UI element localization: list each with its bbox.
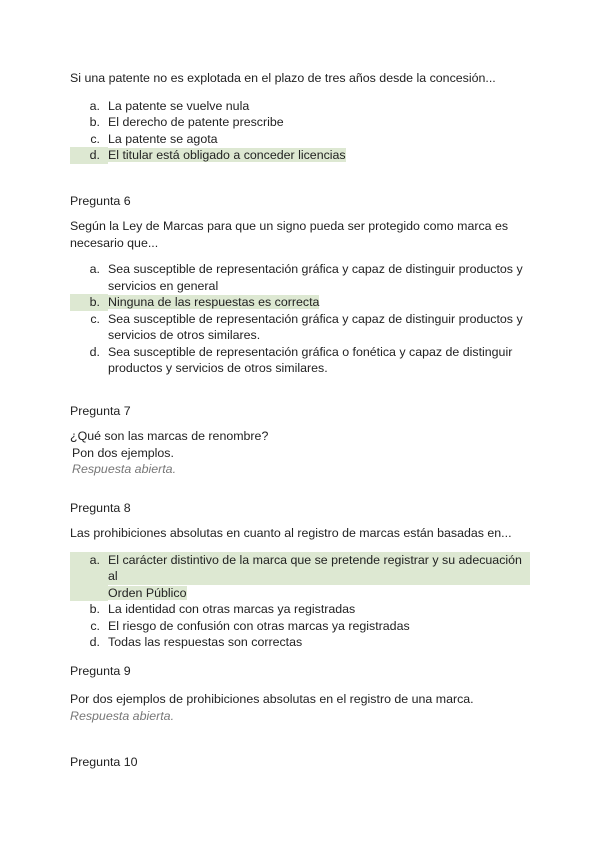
question-6	[70, 193, 530, 377]
option-d	[70, 344, 530, 377]
option-letter: d.	[89, 635, 100, 649]
question-5-text: Si una patente no es explotada en el plazo de tres años desde la concesión...	[70, 71, 496, 85]
question-7-text-line2: Pon dos ejemplos.	[72, 445, 174, 460]
question-8-title: Pregunta 8	[70, 501, 131, 515]
question-7	[70, 403, 530, 478]
question-8-text: Las prohibiciones absolutas en cuanto al registro de marcas están basadas en...	[70, 526, 512, 540]
option-letter: a.	[89, 262, 100, 276]
option-text: Sea susceptible de representación gráfica y capaz de distinguir productos y servicios en general	[108, 262, 523, 293]
option-text: Todas las respuestas son correctas	[108, 635, 303, 649]
option-letter: d.	[89, 344, 100, 359]
option-b-correct	[70, 294, 530, 311]
option-c	[70, 131, 530, 148]
option-a	[70, 98, 530, 115]
option-text-highlighted-line2: Orden Público	[108, 585, 187, 600]
option-letter: a.	[70, 552, 108, 602]
option-text-highlighted: El titular está obligado a conceder licencias	[108, 148, 346, 162]
question-9	[70, 663, 530, 724]
option-a	[70, 261, 530, 294]
option-letter: d.	[70, 147, 108, 164]
question-9-text: Por dos ejemplos de prohibiciones absolutas en el registro de una marca.	[70, 692, 474, 706]
option-d	[70, 634, 530, 651]
option-c	[70, 618, 530, 635]
question-6-options	[70, 261, 530, 377]
option-text: La patente se agota	[108, 131, 218, 146]
option-text: La identidad con otras marcas ya registradas	[108, 602, 356, 616]
option-b	[70, 601, 530, 618]
option-letter: c.	[90, 311, 100, 326]
question-6-title: Pregunta 6	[70, 194, 131, 208]
option-text: La patente se vuelve nula	[108, 98, 250, 113]
question-5	[70, 70, 530, 164]
option-text: Sea susceptible de representación gráfica y capaz de distinguir productos y servicios de otros similares.	[108, 311, 523, 342]
option-b	[70, 114, 530, 131]
option-text-highlighted: Ninguna de las respuestas es correcta	[108, 295, 320, 309]
option-a-correct	[70, 552, 530, 602]
question-8-options	[70, 552, 530, 651]
option-letter: c.	[90, 131, 100, 146]
option-letter: a.	[89, 98, 100, 113]
option-letter: b.	[89, 115, 100, 129]
option-text-highlighted: El carácter distintivo de la marca que se pretende registrar y su adecuación al	[108, 552, 530, 585]
question-10	[70, 754, 530, 770]
question-7-title: Pregunta 7	[70, 404, 131, 418]
open-answer-label: Respuesta abierta.	[72, 462, 177, 476]
question-9-title: Pregunta 9	[70, 664, 131, 678]
option-d-correct	[70, 147, 530, 164]
option-letter: c.	[90, 618, 100, 633]
option-text: Sea susceptible de representación gráfica o fonética y capaz de distinguir productos y servicios de otros similares.	[108, 344, 513, 375]
option-letter: b.	[89, 602, 100, 616]
option-letter: b.	[70, 294, 108, 311]
question-6-text: Según la Ley de Marcas para que un signo pueda ser protegido como marca es necesario que...	[70, 219, 509, 250]
question-7-text: ¿Qué son las marcas de renombre?	[70, 429, 269, 443]
question-10-title: Pregunta 10	[70, 755, 138, 769]
question-8	[70, 500, 530, 651]
open-answer-label: Respuesta abierta.	[70, 708, 175, 723]
option-c	[70, 311, 530, 344]
option-text: El riesgo de confusión con otras marcas ya registradas	[108, 618, 410, 633]
question-5-options	[70, 98, 530, 164]
option-text: El derecho de patente prescribe	[108, 115, 284, 129]
